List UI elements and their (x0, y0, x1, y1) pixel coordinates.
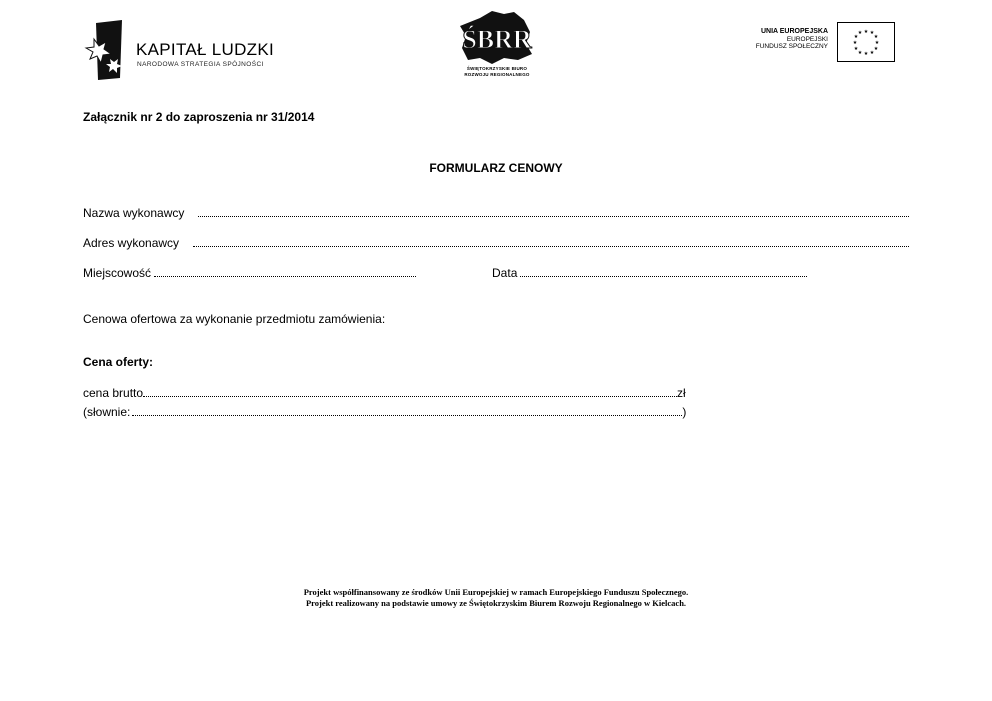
price-in-words-row (83, 405, 686, 419)
city-fill-line (154, 275, 416, 277)
contractor-name-label: Nazwa wykonawcy (83, 206, 185, 220)
sbrr-caption-line1: ŚWIĘTOKRZYSKIE BIURO (466, 66, 528, 71)
in-words-close: ) (682, 405, 687, 419)
footer-line1: Projekt współfinansowany ze środków Unii Europejskiej w ramach Europejskiego Funduszu Społecznego. (303, 587, 689, 597)
footer-line2: Projekt realizowany na podstawie umowy ze Świętokrzyskim Biurem Rozwoju Regionalnego w Kielcach. (305, 598, 687, 608)
svg-text:★: ★ (863, 51, 869, 57)
currency-label: zł (677, 386, 686, 400)
contractor-address-fill-line (193, 245, 909, 247)
sbrr-map-icon (452, 8, 542, 66)
kapital-ludzki-logo (84, 18, 132, 84)
city-label: Miejscowość (83, 266, 152, 280)
gross-price-row (83, 386, 686, 400)
kapital-ludzki-title: KAPITAŁ LUDZKI (136, 40, 275, 59)
city-date-row (83, 266, 807, 280)
svg-text:★: ★ (852, 40, 858, 46)
eu-flag-icon (837, 22, 895, 62)
kapital-ludzki-emblem-icon (84, 18, 132, 84)
sbrr-caption (452, 66, 542, 78)
sbrr-caption-line2: ROZWOJU REGIONALNEGO (464, 72, 530, 77)
svg-text:★: ★ (869, 30, 875, 36)
svg-text:★: ★ (857, 30, 863, 36)
date-fill-line (520, 275, 807, 277)
in-words-open: (słownie: (83, 405, 131, 419)
contractor-address-row (83, 236, 909, 250)
svg-text:★: ★ (874, 40, 880, 46)
kapital-ludzki-subtitle: NARODOWA STRATEGIA SPÓJNOŚCI (137, 61, 264, 68)
svg-text:★: ★ (873, 34, 879, 40)
svg-text:★: ★ (857, 50, 863, 56)
footer (0, 587, 992, 609)
contractor-name-row (83, 206, 909, 220)
svg-text:★: ★ (873, 46, 879, 52)
date-label: Data (492, 266, 518, 280)
offer-label: Cenowa ofertowa za wykonanie przedmiotu zamówienia: (83, 312, 386, 326)
contractor-name-fill-line (198, 215, 909, 217)
svg-text:★: ★ (869, 50, 875, 56)
sbrr-abbr: ŚBRR (462, 25, 532, 54)
svg-text:★: ★ (853, 34, 859, 40)
price-heading: Cena oferty: (83, 355, 154, 369)
in-words-fill-line (132, 414, 682, 416)
eu-caption-line3: FUNDUSZ SPOŁECZNY (755, 43, 828, 50)
eu-caption (700, 28, 828, 51)
eu-caption-line1: UNIA EUROPEJSKA (760, 28, 828, 35)
svg-text:★: ★ (853, 46, 859, 52)
gross-price-label: cena brutto (83, 386, 144, 400)
svg-text:★: ★ (863, 29, 869, 35)
attachment-label: Załącznik nr 2 do zaproszenia nr 31/2014 (83, 110, 315, 124)
eu-caption-line2: EUROPEJSKI (786, 35, 828, 43)
sbrr-logo (452, 8, 542, 66)
form-title: FORMULARZ CENOWY (429, 161, 563, 175)
contractor-address-label: Adres wykonawcy (83, 236, 180, 250)
gross-price-fill-line (143, 395, 677, 397)
